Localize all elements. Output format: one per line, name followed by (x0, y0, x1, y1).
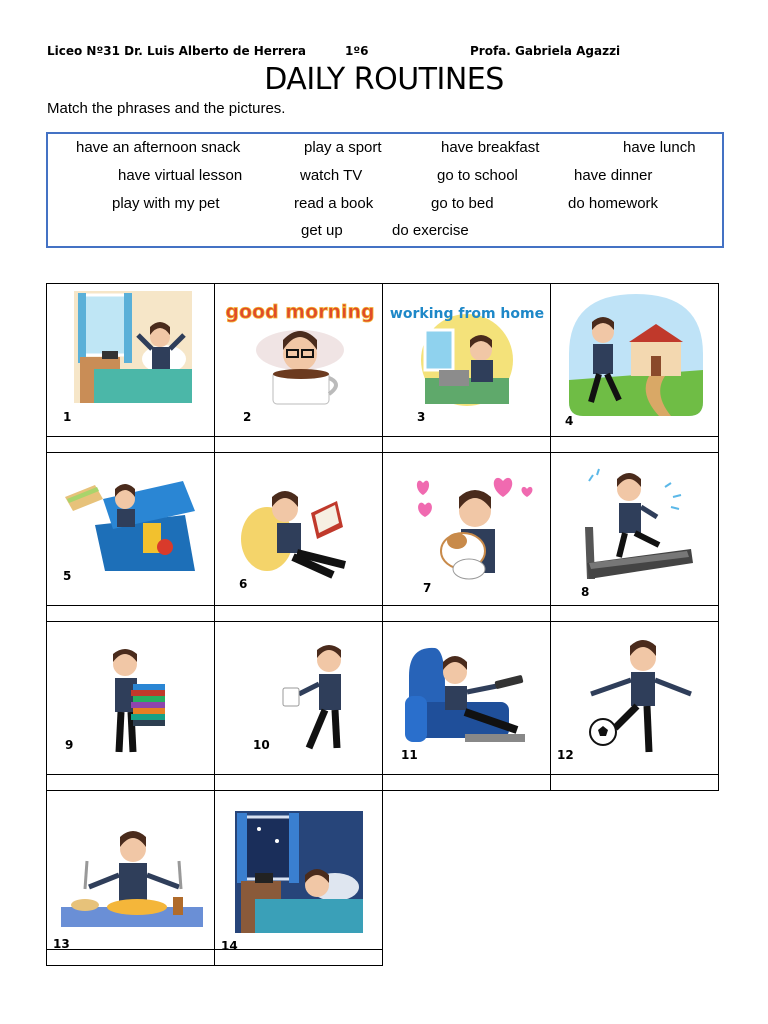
armchair-tv-remote-icon (405, 646, 537, 754)
working-from-home-icon (389, 294, 545, 406)
hugging-dog-icon (417, 475, 535, 591)
picture-number: 14 (221, 939, 238, 953)
phrase: watch TV (300, 167, 363, 184)
picture-cell (215, 622, 383, 775)
answer-blank[interactable] (383, 775, 551, 791)
phrase: go to school (437, 167, 518, 184)
picture-cell (215, 284, 383, 437)
answer-blank[interactable] (47, 437, 215, 453)
picture-cell (47, 791, 215, 950)
phrase: do exercise (392, 222, 469, 239)
phrase: have lunch (623, 139, 696, 156)
picture-number: 10 (253, 738, 270, 752)
carrying-books-icon (101, 648, 171, 756)
phrase: have an afternoon snack (76, 139, 241, 156)
empty-area (551, 791, 719, 966)
answer-blank[interactable] (383, 606, 551, 622)
picture-number: 13 (53, 937, 70, 951)
answer-blank[interactable] (383, 437, 551, 453)
phrase: do homework (568, 195, 659, 212)
picture-cell (383, 284, 551, 437)
answer-blank[interactable] (551, 606, 719, 622)
picture-number: 4 (565, 414, 574, 428)
picture-number: 1 (63, 410, 72, 424)
picture-number: 11 (401, 748, 418, 762)
teacher-name: Profa. Gabriela Agazzi (470, 44, 621, 58)
picture-number: 5 (63, 569, 72, 583)
picture-cell (551, 622, 719, 775)
picture-cell (47, 453, 215, 606)
worksheet-title: DAILY ROUTINES (264, 62, 504, 97)
picture-cell (215, 453, 383, 606)
picture-cell (383, 453, 551, 606)
answer-blank[interactable] (215, 950, 383, 966)
working-from-home-caption: working from home (389, 306, 545, 322)
picture-number: 2 (243, 410, 252, 424)
school-name: Liceo Nº31 Dr. Luis Alberto de Herrera (47, 44, 306, 58)
instructions: Match the phrases and the pictures. (47, 100, 286, 117)
empty-area (383, 791, 551, 966)
phrase: get up (301, 222, 343, 239)
answer-blank[interactable] (215, 437, 383, 453)
phrase-bank (46, 132, 724, 248)
good-morning-coffee-icon (225, 294, 375, 406)
answer-blank[interactable] (551, 775, 719, 791)
kicking-football-icon (585, 636, 697, 758)
eating-dinner-icon (61, 825, 203, 931)
wake-up-in-bed-icon (74, 291, 192, 403)
picture-number: 8 (581, 585, 590, 599)
picture-number: 12 (557, 748, 574, 762)
answer-blank[interactable] (215, 606, 383, 622)
phrase: have virtual lesson (118, 167, 243, 184)
answer-blank[interactable] (47, 606, 215, 622)
phrase: go to bed (431, 195, 494, 212)
answer-blank[interactable] (215, 775, 383, 791)
phrase: read a book (294, 195, 374, 212)
phrase: play with my pet (112, 195, 220, 212)
reading-book-icon (237, 473, 355, 581)
walking-with-coffee-icon (281, 644, 355, 756)
answer-blank[interactable] (551, 437, 719, 453)
lunchbox-snack-icon (65, 475, 200, 571)
answer-blank[interactable] (47, 775, 215, 791)
good-morning-caption: good morning (225, 301, 375, 323)
picture-cell (551, 284, 719, 437)
picture-cell (47, 622, 215, 775)
picture-number: 3 (417, 410, 426, 424)
phrase: have breakfast (441, 139, 540, 156)
picture-cell (551, 453, 719, 606)
treadmill-icon (575, 467, 697, 585)
phrase: play a sport (304, 139, 382, 156)
picture-cell (215, 791, 383, 953)
walking-to-school-icon (569, 294, 703, 416)
class-name: 1º6 (345, 44, 369, 58)
sleeping-at-night-icon (235, 811, 363, 933)
picture-cell (47, 284, 215, 437)
picture-cell (383, 622, 551, 775)
answer-blank[interactable] (47, 950, 215, 966)
picture-number: 7 (423, 581, 432, 595)
picture-number: 9 (65, 738, 74, 752)
phrase: have dinner (574, 167, 653, 184)
picture-grid (46, 283, 719, 966)
picture-number: 6 (239, 577, 248, 591)
